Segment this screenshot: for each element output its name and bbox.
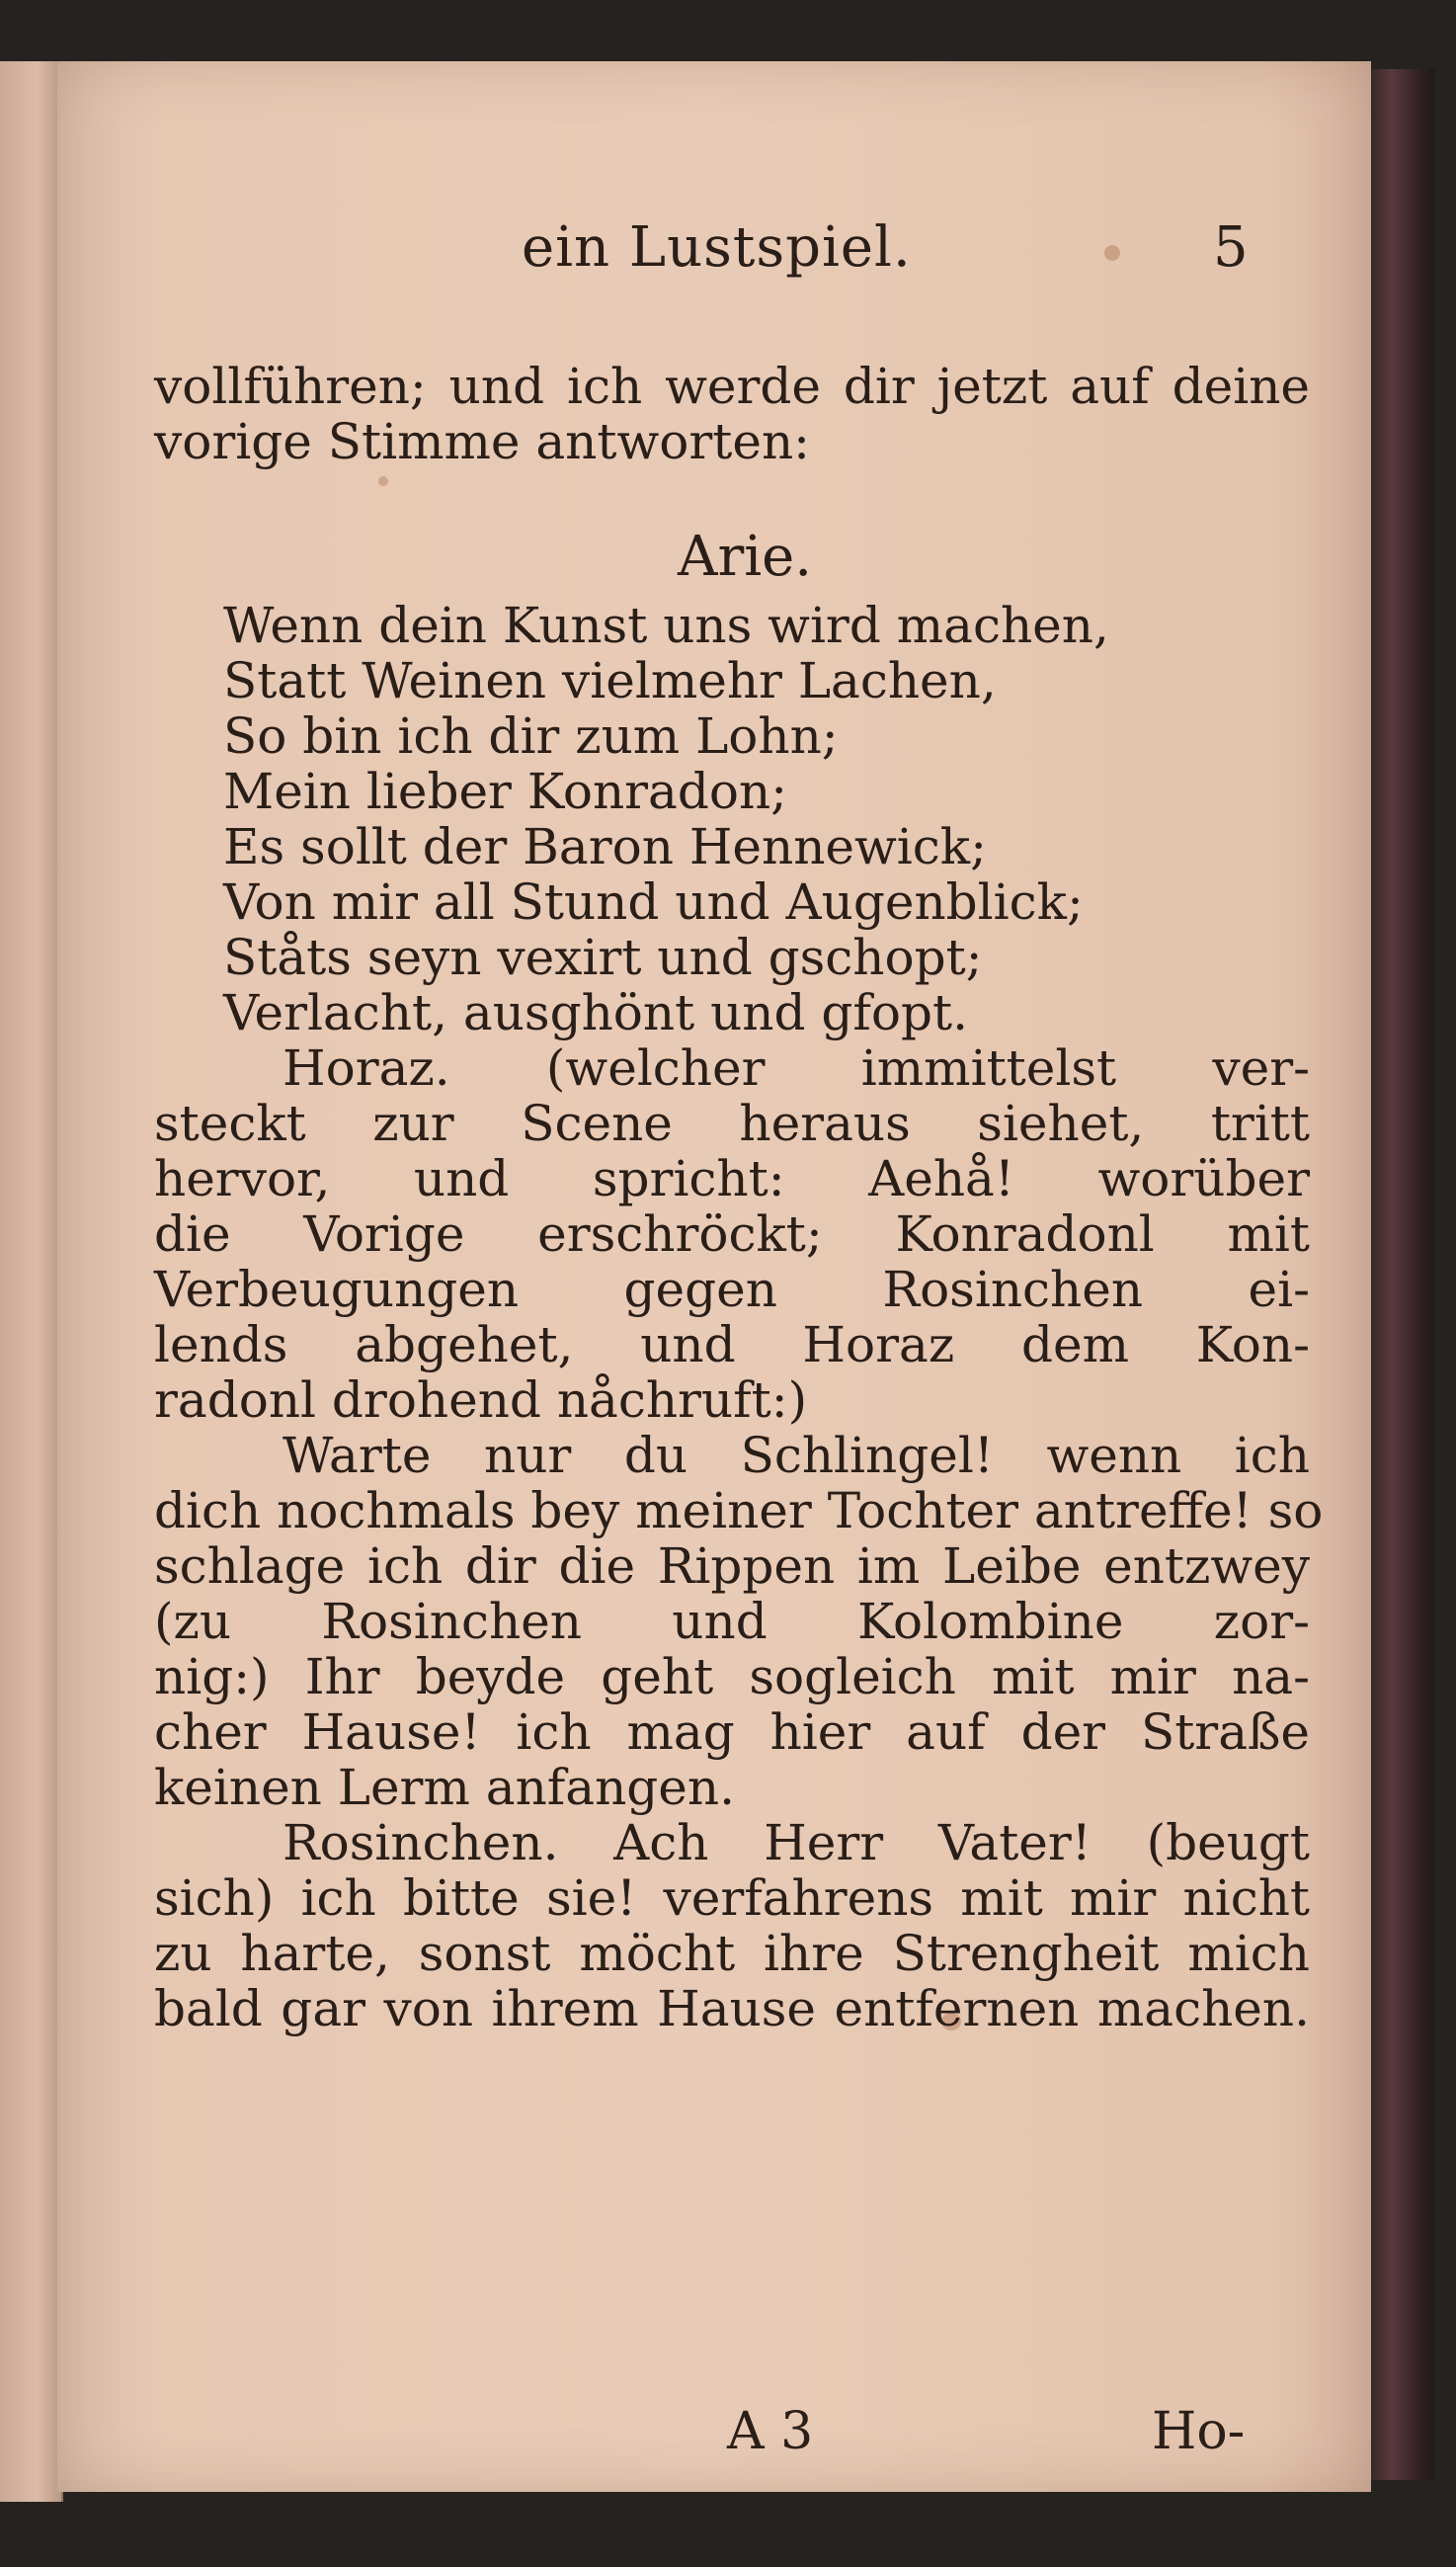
text-line: steckt zur Scene heraus siehet, tritt <box>154 1095 1310 1152</box>
text-line: Statt Weinen vielmehr Lachen, <box>223 652 997 709</box>
body-text <box>154 358 1324 2037</box>
text-line: lends abgehet, und Horaz dem Kon- <box>154 1316 1310 1373</box>
text-line: vollführen; und ich werde dir jetzt auf deine <box>154 358 1310 415</box>
text-line: Rosinchen. Ach Herr Vater! (beugt <box>283 1814 1310 1871</box>
text-line: (zu Rosinchen und Kolombine zor- <box>154 1593 1310 1650</box>
text-line: Verbeugungen gegen Rosinchen ei- <box>154 1261 1310 1318</box>
text-line: bald gar von ihrem Hause entfernen machen. <box>154 1980 1310 2037</box>
text-line: Ståts seyn vexirt und gschopt; <box>223 929 983 986</box>
text-line: cher Hause! ich mag hier auf der Straße <box>154 1703 1310 1761</box>
text-line: vorige Stimme antworten: <box>154 413 811 470</box>
left-page-edge <box>0 61 63 2502</box>
paper-stain <box>1104 245 1120 261</box>
running-title: ein Lustspiel. <box>522 215 912 280</box>
text-line: nig:) Ihr beyde geht sogleich mit mir na- <box>154 1648 1310 1705</box>
text-line: zu harte, sonst möcht ihre Strengheit mich <box>154 1925 1310 1982</box>
text-line: sich) ich bitte sie! verfahrens mit mir nicht <box>154 1869 1310 1927</box>
text-line: Warte nur du Schlingel! wenn ich <box>283 1427 1310 1484</box>
text-line: keinen Lerm anfangen. <box>154 1759 735 1816</box>
text-line: Mein lieber Konradon; <box>223 763 788 820</box>
text-line: Von mir all Stund und Augenblick; <box>223 873 1084 931</box>
text-line: hervor, und spricht: Aehå! worüber <box>154 1150 1310 1207</box>
text-line: Wenn dein Kunst uns wird machen, <box>223 597 1109 654</box>
signature-mark: A 3 <box>727 2402 814 2461</box>
page-number: 5 <box>1213 215 1249 280</box>
page-footer <box>154 2403 1310 2462</box>
book-cover-edge <box>1363 69 1434 2480</box>
text-line: Horaz. (welcher immittelst ver- <box>283 1039 1310 1097</box>
text-line: die Vorige erschröckt; Konradonl mit <box>154 1205 1310 1263</box>
catchword: Ho- <box>1152 2402 1246 2461</box>
text-line: dich nochmals bey meiner Tochter antreffe! so <box>154 1482 1324 1539</box>
section-heading: Arie. <box>678 525 813 589</box>
text-line: schlage ich dir die Rippen im Leibe entzwey <box>154 1537 1310 1595</box>
text-line: Es sollt der Baron Hennewick; <box>223 818 987 875</box>
text-line: Verlacht, ausghönt und gfopt. <box>223 984 968 1041</box>
text-line: radonl drohend nåchruft:) <box>154 1371 808 1429</box>
book-page <box>57 61 1371 2492</box>
text-line: So bin ich dir zum Lohn; <box>223 707 839 765</box>
